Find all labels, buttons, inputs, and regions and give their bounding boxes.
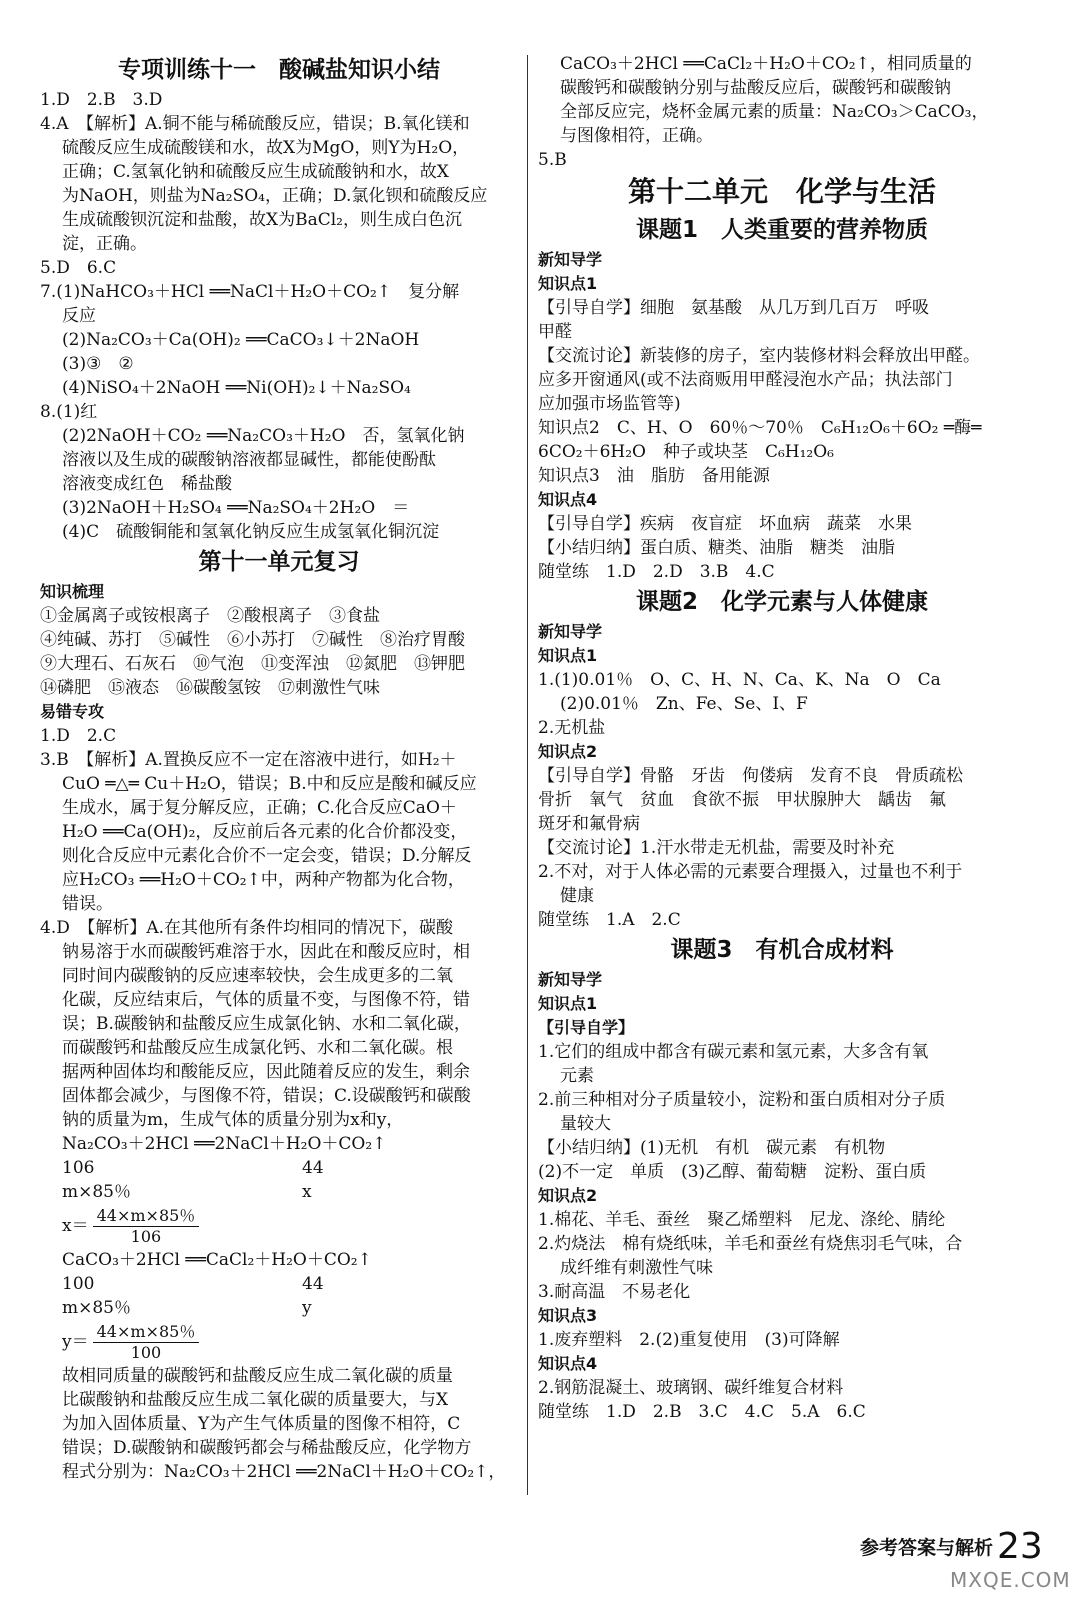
right-column (538, 52, 1026, 1424)
answer-line: 应加强市场监管等) (538, 394, 681, 414)
subsection-label: 新知导学 (538, 250, 603, 269)
answer-line: 骨折 氧气 贫血 食欲不振 甲状腺肿大 龋齿 氟 (538, 790, 946, 810)
answer-line: (2)0.01％ Zn、Fe、Se、I、F (560, 694, 808, 714)
fraction-variable: y＝ (62, 1332, 89, 1352)
answer-line: CuO ═△═ Cu＋H₂O，错误；B.中和反应是酸和碱反应 (62, 774, 477, 794)
answer-line: ⑭磷肥 ⑮液态 ⑯碳酸氢铵 ⑰刺激性气味 (40, 678, 380, 698)
answer-line: 为加入固体质量、Y为产生气体质量的图像不相符，C (62, 1414, 461, 1434)
answer-line: 1.D 2.B 3.D (40, 90, 163, 110)
answer-line: 元素 (560, 1066, 594, 1086)
answer-line: 3.B 【解析】A.置换反应不一定在溶液中进行，如H₂＋ (40, 750, 457, 770)
answer-line: 甲醛 (538, 322, 572, 342)
answer-line: 5.D 6.C (40, 258, 117, 278)
subsection-label: 知识点1 (538, 274, 598, 293)
ratio-left: m×85％ (62, 1182, 131, 1202)
answer-line: 误；B.碳酸钠和盐酸反应生成氯化钠、水和二氧化碳， (62, 1014, 471, 1034)
answer-line: 淀，正确。 (62, 234, 147, 254)
answer-line: (2)不一定 单质 (3)乙醇、葡萄糖 淀粉、蛋白质 (538, 1162, 927, 1182)
answer-line: 应多开窗通风(或不法商贩用甲醛浸泡水产品；执法部门 (538, 370, 953, 390)
answer-line: 比碳酸钠和盐酸反应生成二氧化碳的质量要大，与X (62, 1390, 449, 1410)
answer-line: 【交流讨论】新装修的房子，室内装修材料会释放出甲醛。 (538, 346, 980, 366)
answer-line: 知识点3 油 脂肪 备用能源 (538, 466, 770, 486)
answer-line: 应H₂CO₃ ══H₂O＋CO₂↑中，两种产物都为化合物， (62, 870, 465, 890)
subsection-label: 知识点2 (538, 742, 598, 761)
answer-line: (3)2NaOH＋H₂SO₄ ══Na₂SO₄＋2H₂O ＝ (62, 498, 410, 518)
answer-line: 2.钢筋混凝土、玻璃钢、碳纤维复合材料 (538, 1378, 844, 1398)
answer-line: 斑牙和氟骨病 (538, 814, 640, 834)
fraction-numerator: 44×m×85％ (93, 1322, 200, 1343)
answer-line: 错误；D.碳酸钠和碳酸钙都会与稀盐酸反应，化学物方 (62, 1438, 472, 1458)
answer-line: 2.灼烧法 棉有烧纸味，羊毛和蚕丝有烧焦羽毛气味，合 (538, 1234, 963, 1254)
fraction-equation (40, 1204, 518, 1248)
answer-line: 1.废弃塑料 2.(2)重复使用 (3)可降解 (538, 1330, 840, 1350)
answer-line: 正确；C.氢氧化钠和硫酸反应生成硫酸钠和水，故X (62, 162, 449, 182)
fraction (93, 1322, 200, 1363)
answer-line: CaCO₃＋2HCl ══CaCl₂＋H₂O＋CO₂↑，相同质量的 (560, 54, 972, 74)
answer-line: ④纯碱、苏打 ⑤碱性 ⑥小苏打 ⑦碱性 ⑧治疗胃酸 (40, 630, 465, 650)
subsection-label: 知识点1 (538, 994, 598, 1013)
section-title: 课题2 化学元素与人体健康 (635, 589, 928, 615)
answer-line: 【交流讨论】1.汗水带走无机盐，需要及时补充 (538, 838, 895, 858)
unit-title: 第十二单元 化学与生活 (627, 175, 936, 208)
subsection-label: 知识点4 (538, 1354, 598, 1373)
answer-line: 成纤维有刺激性气味 (560, 1258, 713, 1278)
answer-line: 7.(1)NaHCO₃＋HCl ══NaCl＋H₂O＋CO₂↑ 复分解 (40, 282, 460, 302)
answer-line: 随堂练 1.D 2.B 3.C 4.C 5.A 6.C (538, 1402, 866, 1422)
answer-line: 健康 (560, 886, 594, 906)
subsection-label: 知识点2 (538, 1186, 598, 1205)
answer-line: 硫酸反应生成硫酸镁和水，故X为MgO，则Y为H₂O， (62, 138, 470, 158)
answer-line: CaCO₃＋2HCl ══CaCl₂＋H₂O＋CO₂↑ (62, 1250, 372, 1270)
subsection-label: 知识点1 (538, 646, 598, 665)
answer-line: 钠易溶于水而碳酸钙难溶于水，因此在和酸反应时，相 (62, 942, 470, 962)
ratio-right: y (302, 1298, 312, 1318)
ratio-left: 106 (62, 1158, 95, 1178)
answer-line: 3.耐高温 不易老化 (538, 1282, 691, 1302)
answer-line: 6CO₂＋6H₂O 种子或块茎 C₆H₁₂O₆ (538, 442, 834, 462)
answer-line: 生成硫酸钡沉淀和盐酸，故X为BaCl₂，则生成白色沉 (62, 210, 462, 230)
page-number: 23 (997, 1526, 1043, 1567)
subsection-label: 知识点4 (538, 490, 598, 509)
answer-line: 故相同质量的碳酸钙和盐酸反应生成二氧化碳的质量 (62, 1366, 453, 1386)
answer-line: 【引导自学】细胞 氨基酸 从几万到几百万 呼吸 (538, 298, 929, 318)
equation-ratio-row (40, 1296, 518, 1320)
answer-line: 为NaOH，则盐为Na₂SO₄，正确；D.氯化钡和硫酸反应 (62, 186, 488, 206)
answer-line: 1.它们的组成中都含有碳元素和氢元素，大多含有氧 (538, 1042, 929, 1062)
section-title: 课题1 人类重要的营养物质 (635, 217, 928, 243)
answer-line: 4.D 【解析】A.在其他所有条件均相同的情况下，碳酸 (40, 918, 454, 938)
answer-line: 随堂练 1.A 2.C (538, 910, 681, 930)
answer-line: 4.A 【解析】A.铜不能与稀硫酸反应，错误；B.氧化镁和 (40, 114, 470, 134)
answer-line: 同时间内碳酸钠的反应速率较快，会生成更多的二氧 (62, 966, 453, 986)
answer-line: 1.棉花、羊毛、蚕丝 聚乙烯塑料 尼龙、涤纶、腈纶 (538, 1210, 946, 1230)
answer-line: 溶液以及生成的碳酸钠溶液都显碱性，都能使酚酞 (62, 450, 436, 470)
answer-line: H₂O ══Ca(OH)₂，反应前后各元素的化合价都没变， (62, 822, 468, 842)
left-column (40, 52, 518, 1484)
answer-line: 【小结归纳】蛋白质、糖类、油脂 糖类 油脂 (538, 538, 895, 558)
equation-ratio-row (40, 1180, 518, 1204)
subsection-label: 新知导学 (538, 970, 603, 989)
watermark: MXQE.COM (950, 1568, 1071, 1592)
ratio-right: x (302, 1182, 312, 1202)
answer-line: 而碳酸钙和盐酸反应生成氯化钙、水和二氧化碳。根 (62, 1038, 453, 1058)
equation-ratio-row (40, 1272, 518, 1296)
answer-line: 化碳，反应结束后，气体的质量不变，与图像不符，错 (62, 990, 470, 1010)
footer-label: 参考答案与解析 (860, 1537, 994, 1559)
answer-line: 2.不对，对于人体必需的元素要合理摄入，过量也不利于 (538, 862, 963, 882)
subsection-label: 易错专攻 (40, 702, 105, 721)
section-title: 专项训练十一 酸碱盐知识小结 (118, 57, 440, 83)
page-footer (860, 1526, 1043, 1567)
fraction (93, 1206, 200, 1247)
answer-line: ①金属离子或铵根离子 ②酸根离子 ③食盐 (40, 606, 380, 626)
answer-line: 钠的质量为m，生成气体的质量分别为x和y， (62, 1110, 404, 1130)
section-title: 课题3 有机合成材料 (670, 937, 894, 963)
answer-line: 反应 (62, 306, 96, 326)
answer-line: 5.B (538, 150, 567, 170)
answer-line: 1.D 2.C (40, 726, 117, 746)
answer-line: (4)C 硫酸铜能和氢氧化钠反应生成氢氧化铜沉淀 (62, 522, 440, 542)
answer-line: 碳酸钙和碳酸钠分别与盐酸反应后，碳酸钙和碳酸钠 (560, 78, 951, 98)
answer-line: 程式分别为：Na₂CO₃＋2HCl ══2NaCl＋H₂O＋CO₂↑， (62, 1462, 506, 1482)
answer-line: (3)③ ② (62, 354, 134, 374)
answer-line: 溶液变成红色 稀盐酸 (62, 474, 232, 494)
fraction-variable: x＝ (62, 1216, 89, 1236)
ratio-right: 44 (302, 1274, 324, 1294)
answer-line: 随堂练 1.D 2.D 3.B 4.C (538, 562, 775, 582)
subsection-label: 【引导自学】 (538, 1018, 635, 1037)
answer-line: (2)Na₂CO₃＋Ca(OH)₂ ══CaCO₃↓＋2NaOH (62, 330, 420, 350)
answer-line: 生成水，属于复分解反应，正确；C.化合反应CaO＋ (62, 798, 457, 818)
fraction-numerator: 44×m×85％ (93, 1206, 200, 1227)
answer-line: (2)2NaOH＋CO₂ ══Na₂CO₃＋H₂O 否，氢氧化钠 (62, 426, 465, 446)
fraction-denominator: 100 (130, 1343, 162, 1362)
answer-line: 量较大 (560, 1114, 611, 1134)
subsection-label: 知识梳理 (40, 582, 105, 601)
answer-line: 固体都会减少，与图像不符，错误；C.设碳酸钙和碳酸 (62, 1086, 471, 1106)
answer-line: 2.无机盐 (538, 718, 606, 738)
answer-line: 与图像相符，正确。 (560, 126, 713, 146)
answer-line: 据两种固体均和酸能反应，因此随着反应的发生，剩余 (62, 1062, 470, 1082)
answer-line: 错误。 (62, 894, 113, 914)
answer-line: 【引导自学】疾病 夜盲症 坏血病 蔬菜 水果 (538, 514, 912, 534)
ratio-right: 44 (302, 1158, 324, 1178)
equation-ratio-row (40, 1156, 518, 1180)
ratio-left: 100 (62, 1274, 95, 1294)
answer-line: Na₂CO₃＋2HCl ══2NaCl＋H₂O＋CO₂↑ (62, 1134, 387, 1154)
answer-line: 8.(1)红 (40, 402, 98, 422)
fraction-equation (40, 1320, 518, 1364)
answer-line: 1.(1)0.01％ O、C、H、N、Ca、K、Na O Ca (538, 670, 941, 690)
subsection-label: 知识点3 (538, 1306, 598, 1325)
column-divider (527, 55, 528, 1495)
subsection-label: 新知导学 (538, 622, 603, 641)
section-title: 第十一单元复习 (198, 549, 360, 575)
fraction-denominator: 106 (130, 1227, 162, 1246)
answer-line: 则化合反应中元素化合价不一定会变，错误；D.分解反 (62, 846, 472, 866)
answer-line: 2.前三种相对分子质量较小，淀粉和蛋白质相对分子质 (538, 1090, 946, 1110)
answer-line: 知识点2 C、H、O 60％～70％ C₆H₁₂O₆＋6O₂ ═酶═ (538, 418, 982, 438)
ratio-left: m×85％ (62, 1298, 131, 1318)
answer-line: 全部反应完，烧杯金属元素的质量：Na₂CO₃＞CaCO₃， (560, 102, 989, 122)
answer-line: 【引导自学】骨骼 牙齿 佝偻病 发育不良 骨质疏松 (538, 766, 963, 786)
answer-line: (4)NiSO₄＋2NaOH ══Ni(OH)₂↓＋Na₂SO₄ (62, 378, 411, 398)
answer-line: ⑨大理石、石灰石 ⑩气泡 ⑪变浑浊 ⑫氮肥 ⑬钾肥 (40, 654, 465, 674)
answer-line: 【小结归纳】(1)无机 有机 碳元素 有机物 (538, 1138, 886, 1158)
